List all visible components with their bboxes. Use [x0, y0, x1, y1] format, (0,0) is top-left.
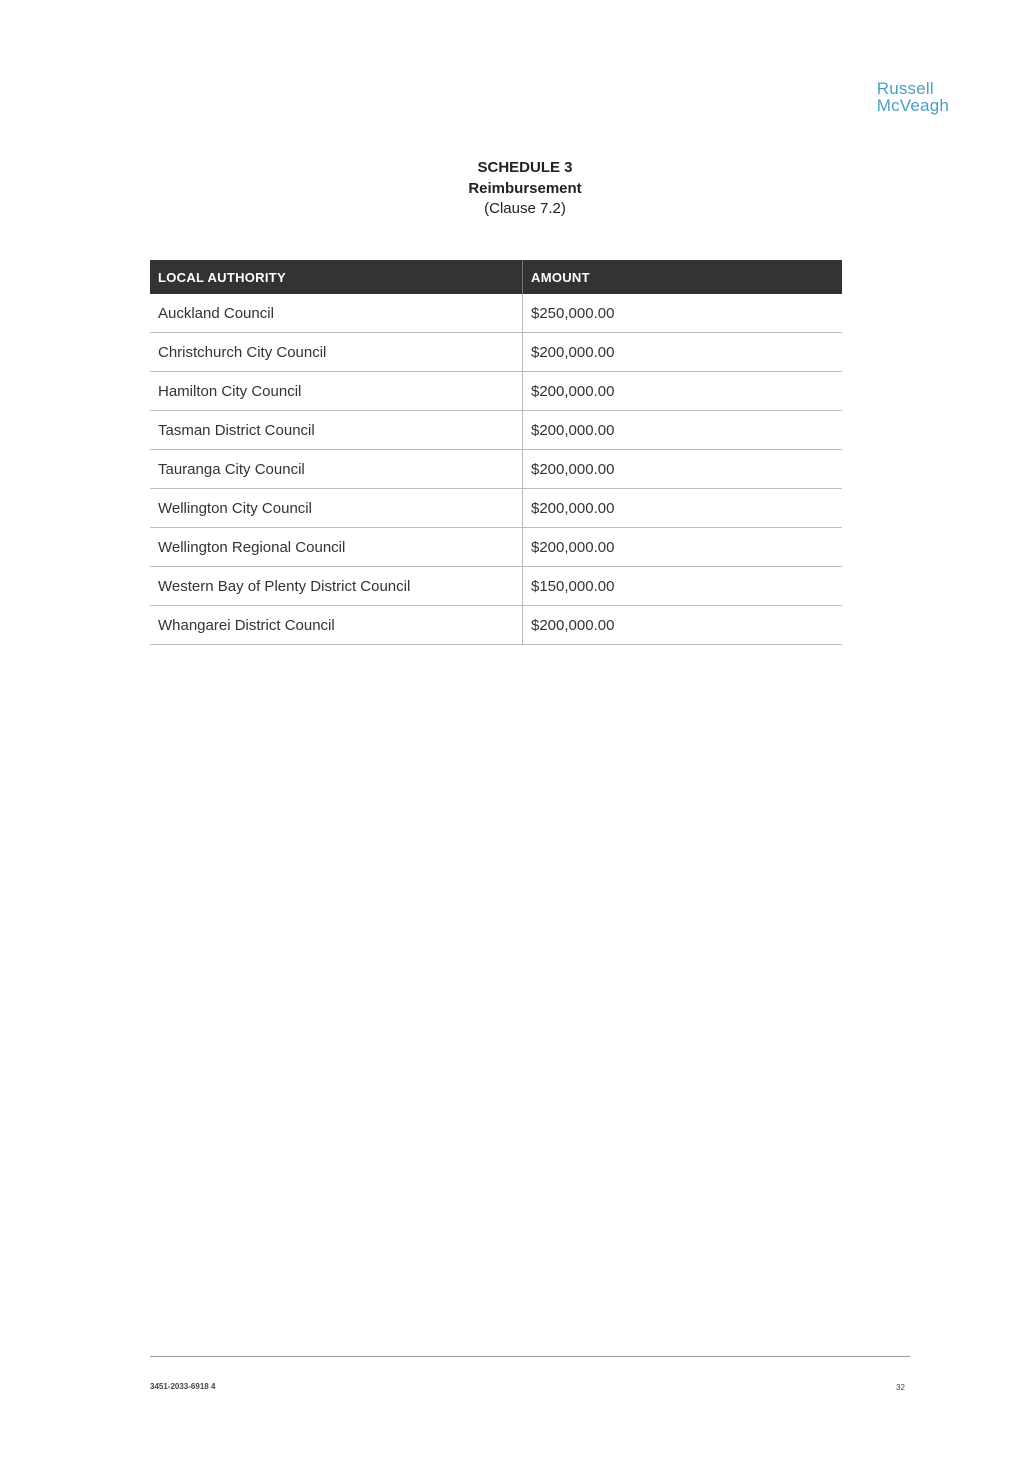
- table-header-row: [150, 260, 842, 294]
- amount-cell: $200,000.00: [523, 372, 843, 411]
- table-row: [150, 294, 842, 333]
- table-row: [150, 372, 842, 411]
- authority-cell: Western Bay of Plenty District Council: [150, 567, 523, 606]
- schedule-number: SCHEDULE 3: [477, 159, 573, 176]
- table-row: [150, 567, 842, 606]
- clause-reference: (Clause 7.2): [484, 200, 566, 217]
- amount-cell: $200,000.00: [523, 528, 843, 567]
- authority-cell: Tauranga City Council: [150, 450, 523, 489]
- column-header-local-authority: LOCAL AUTHORITY: [150, 260, 523, 294]
- authority-cell: Tasman District Council: [150, 411, 523, 450]
- page-number: 32: [896, 1383, 905, 1392]
- table-row: [150, 489, 842, 528]
- table-row: [150, 450, 842, 489]
- authority-cell: Wellington Regional Council: [150, 528, 523, 567]
- reimbursement-table: [150, 260, 842, 645]
- logo-line-2: McVeagh: [876, 96, 949, 115]
- amount-cell: $200,000.00: [523, 489, 843, 528]
- authority-cell: Auckland Council: [150, 294, 523, 333]
- authority-cell: Christchurch City Council: [150, 333, 523, 372]
- document-reference: 3451-2033-6918 4: [150, 1382, 216, 1391]
- footer-divider: [150, 1356, 910, 1357]
- table-row: [150, 606, 842, 645]
- authority-cell: Whangarei District Council: [150, 606, 523, 645]
- authority-cell: Hamilton City Council: [150, 372, 523, 411]
- schedule-heading: [0, 157, 1035, 219]
- logo-line-1: Russell: [876, 79, 934, 98]
- table-row: [150, 528, 842, 567]
- brand-logo: [877, 80, 949, 114]
- amount-cell: $200,000.00: [523, 450, 843, 489]
- authority-cell: Wellington City Council: [150, 489, 523, 528]
- table-row: [150, 333, 842, 372]
- amount-cell: $250,000.00: [523, 294, 843, 333]
- amount-cell: $200,000.00: [523, 606, 843, 645]
- table-row: [150, 411, 842, 450]
- amount-cell: $200,000.00: [523, 333, 843, 372]
- amount-cell: $150,000.00: [523, 567, 843, 606]
- schedule-title: Reimbursement: [468, 180, 582, 197]
- amount-cell: $200,000.00: [523, 411, 843, 450]
- column-header-amount: AMOUNT: [523, 260, 843, 294]
